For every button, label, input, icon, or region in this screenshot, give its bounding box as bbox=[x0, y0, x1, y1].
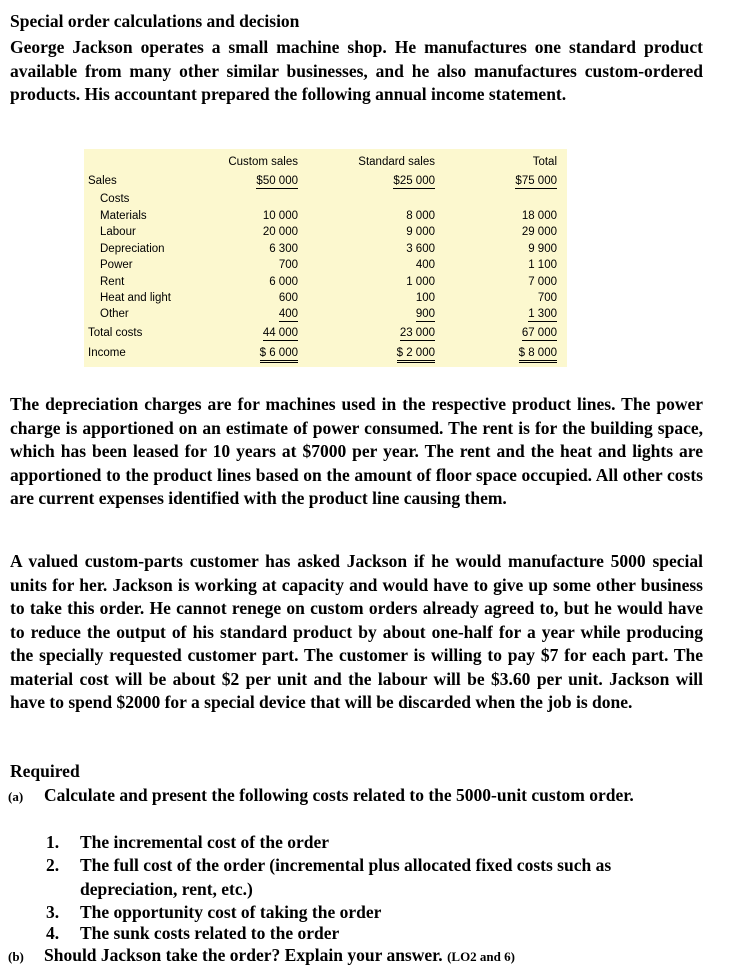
row-label: Materials bbox=[100, 210, 147, 222]
total-costs-custom: 44 000 bbox=[262, 327, 298, 339]
requirement-a-text: Calculate and present the following costs related to the 5000-unit custom order. bbox=[44, 785, 634, 805]
requirement-b bbox=[8, 944, 708, 969]
row-label-sales: Sales bbox=[88, 175, 117, 187]
requirement-item: 2. The full cost of the order (incremental plus allocated fixed costs such as depreciation, rent, etc.) bbox=[46, 855, 612, 899]
cell-custom: 6 300 bbox=[269, 243, 298, 255]
requirement-b-text: Should Jackson take the order? Explain your answer. bbox=[44, 945, 443, 965]
cell-total: 18 000 bbox=[521, 210, 557, 222]
income-total: $ 8 000 bbox=[519, 346, 557, 360]
cell-standard: 1 000 bbox=[406, 276, 435, 288]
cell-custom: 400 bbox=[278, 308, 298, 320]
cell-standard: 900 bbox=[415, 308, 435, 320]
sales-total: $75 000 bbox=[515, 175, 557, 187]
income-custom: $ 6 000 bbox=[260, 346, 298, 360]
row-label: Depreciation bbox=[100, 243, 165, 255]
income-statement-table bbox=[84, 149, 567, 367]
cell-total: 29 000 bbox=[521, 226, 557, 238]
requirement-b-tag: (b) bbox=[8, 949, 24, 964]
depreciation-paragraph: The depreciation charges are for machines used in the respective product lines. The power charge is apportioned on an estimate of power consumed. The rent is for the building space, which has been leased for 10 years at $7000 per year. The rent and the heat and lights are apportioned to the product lines based on the amount of floor space occupied. All other costs are current expenses identified with the product line causing them. bbox=[10, 394, 703, 508]
requirement-a-tag: (a) bbox=[8, 789, 24, 804]
requirement-item: 1. The incremental cost of the order bbox=[46, 832, 329, 852]
header-total: Total bbox=[532, 156, 557, 168]
requirement-a bbox=[8, 784, 708, 809]
header-standard-sales: Standard sales bbox=[358, 156, 435, 168]
row-label-total-costs: Total costs bbox=[88, 327, 143, 339]
cell-total: 700 bbox=[537, 292, 557, 304]
row-label: Power bbox=[100, 259, 133, 271]
costs-label: Costs bbox=[100, 193, 130, 205]
requirement-item: 4. The sunk costs related to the order bbox=[46, 923, 340, 943]
cell-standard: 3 600 bbox=[406, 243, 435, 255]
required-heading: Required bbox=[10, 761, 80, 781]
cell-total: 7 000 bbox=[528, 276, 557, 288]
cell-standard: 8 000 bbox=[406, 210, 435, 222]
sales-standard: $25 000 bbox=[393, 175, 435, 187]
cell-custom: 6 000 bbox=[269, 276, 298, 288]
sales-custom: $50 000 bbox=[256, 175, 298, 187]
cell-custom: 10 000 bbox=[262, 210, 298, 222]
cell-total: 9 900 bbox=[528, 243, 557, 255]
total-costs-standard: 23 000 bbox=[399, 327, 435, 339]
row-label-income: Income bbox=[88, 347, 126, 359]
cell-total: 1 100 bbox=[528, 259, 557, 271]
row-label: Rent bbox=[100, 276, 125, 288]
cell-standard: 100 bbox=[415, 292, 435, 304]
learning-objective-ref: (LO2 and 6) bbox=[447, 949, 515, 964]
cell-custom: 700 bbox=[278, 259, 298, 271]
cell-total: 1 300 bbox=[528, 308, 557, 320]
header-custom-sales: Custom sales bbox=[228, 156, 298, 168]
intro-paragraph: George Jackson operates a small machine shop. He manufactures one standard product available from many other similar businesses, and he also manufactures custom-ordered products. His accountant prepared the following annual income statement. bbox=[10, 37, 703, 104]
requirement-item: 3. The opportunity cost of taking the order bbox=[46, 902, 382, 922]
row-label: Labour bbox=[100, 226, 136, 238]
cell-custom: 600 bbox=[278, 292, 298, 304]
special-order-paragraph: A valued custom-parts customer has asked Jackson if he would manufacture 5000 special units for her. Jackson is working at capacity and would have to give up some other business to take this order. He cannot renege on custom orders already agreed to, but he would have to reduce the output of his standard product by about one-half for a year while producing the specially requested customer part. The customer is willing to pay $7 for each part. The material cost will be about $2 per unit and the labour will be $3.60 per unit. Jackson will have to spend $2000 for a special device that will be discarded when the job is done. bbox=[10, 551, 703, 712]
cell-custom: 20 000 bbox=[262, 226, 298, 238]
cell-standard: 9 000 bbox=[406, 226, 435, 238]
problem-title: Special order calculations and decision bbox=[10, 11, 300, 31]
total-costs-total: 67 000 bbox=[521, 327, 557, 339]
row-label: Other bbox=[100, 308, 129, 320]
row-label: Heat and light bbox=[100, 292, 171, 304]
cell-standard: 400 bbox=[415, 259, 435, 271]
income-standard: $ 2 000 bbox=[397, 346, 435, 360]
